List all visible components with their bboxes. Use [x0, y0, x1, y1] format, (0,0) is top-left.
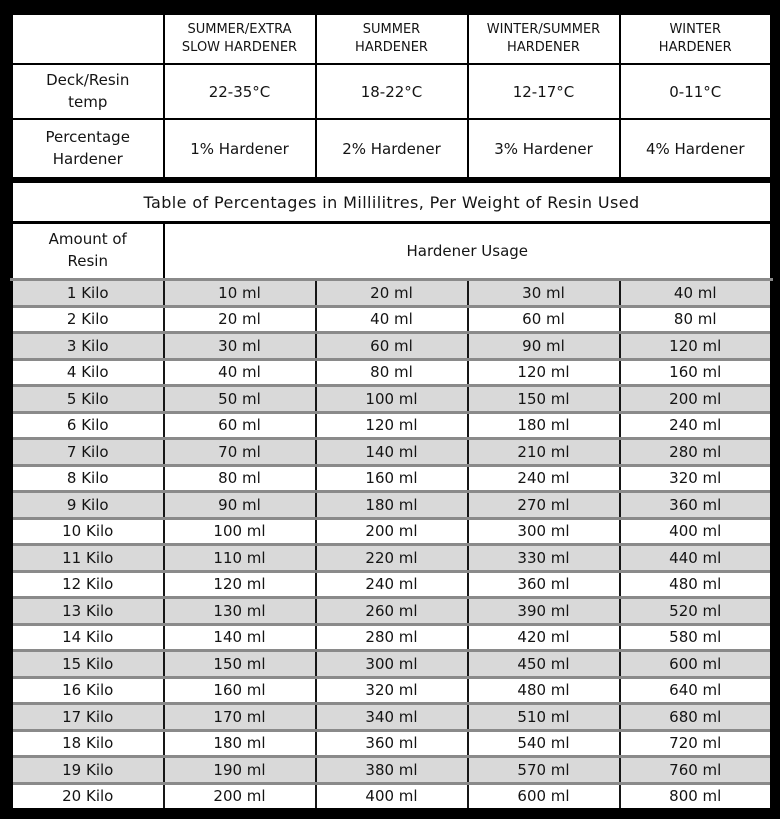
table-row	[12, 359, 772, 386]
usage-cell: 680 ml	[620, 704, 772, 731]
amount-cell: 3 Kilo	[12, 333, 164, 360]
hardener-table	[10, 12, 773, 811]
usage-cell: 570 ml	[468, 757, 620, 784]
usage-cell: 150 ml	[164, 651, 316, 678]
percentage-cell: 3% Hardener	[468, 119, 620, 180]
usage-cell: 70 ml	[164, 439, 316, 466]
usage-cell: 200 ml	[316, 518, 468, 545]
table-row	[12, 651, 772, 678]
amount-cell: 16 Kilo	[12, 677, 164, 704]
usage-cell: 720 ml	[620, 730, 772, 757]
usage-cell: 760 ml	[620, 757, 772, 784]
usage-cell: 180 ml	[164, 730, 316, 757]
usage-cell: 210 ml	[468, 439, 620, 466]
usage-cell: 200 ml	[164, 783, 316, 810]
amount-cell: 7 Kilo	[12, 439, 164, 466]
usage-cell: 110 ml	[164, 545, 316, 572]
caption-row	[12, 180, 772, 223]
temp-cell: 18-22°C	[316, 64, 468, 119]
usage-cell: 480 ml	[620, 571, 772, 598]
hardener-chart	[10, 12, 770, 811]
usage-cell: 510 ml	[468, 704, 620, 731]
usage-cell: 60 ml	[164, 412, 316, 439]
usage-cell: 120 ml	[164, 571, 316, 598]
col-header-label: WINTER/SUMMER HARDENER	[486, 21, 601, 55]
usage-cell: 140 ml	[164, 624, 316, 651]
usage-cell: 580 ml	[620, 624, 772, 651]
table-row	[12, 492, 772, 519]
table-row	[12, 571, 772, 598]
usage-cell: 330 ml	[468, 545, 620, 572]
table-row	[12, 412, 772, 439]
usage-cell: 300 ml	[468, 518, 620, 545]
amount-cell: 17 Kilo	[12, 704, 164, 731]
usage-cell: 240 ml	[468, 465, 620, 492]
percentage-cell: 4% Hardener	[620, 119, 772, 180]
table-row	[12, 783, 772, 810]
col-header-label: WINTER HARDENER	[658, 21, 732, 55]
col-header-label: SUMMER/EXTRA SLOW HARDENER	[181, 21, 298, 55]
usage-cell: 270 ml	[468, 492, 620, 519]
usage-cell: 160 ml	[164, 677, 316, 704]
table-row	[12, 598, 772, 625]
usage-cell: 160 ml	[316, 465, 468, 492]
usage-cell: 100 ml	[316, 386, 468, 413]
col-header-summer-extra-slow	[164, 14, 316, 65]
usage-cell: 180 ml	[316, 492, 468, 519]
usage-cell: 380 ml	[316, 757, 468, 784]
usage-cell: 400 ml	[316, 783, 468, 810]
usage-cell: 400 ml	[620, 518, 772, 545]
table-row	[12, 704, 772, 731]
column-header-row	[12, 14, 772, 65]
table-row	[12, 439, 772, 466]
usage-cell: 520 ml	[620, 598, 772, 625]
usage-rows	[12, 280, 772, 810]
usage-cell: 600 ml	[620, 651, 772, 678]
amount-cell: 14 Kilo	[12, 624, 164, 651]
usage-cell: 90 ml	[468, 333, 620, 360]
usage-cell: 150 ml	[468, 386, 620, 413]
amount-cell: 9 Kilo	[12, 492, 164, 519]
amount-cell: 19 Kilo	[12, 757, 164, 784]
usage-cell: 600 ml	[468, 783, 620, 810]
usage-cell: 190 ml	[164, 757, 316, 784]
table-row	[12, 386, 772, 413]
usage-cell: 540 ml	[468, 730, 620, 757]
percentage-row-label	[12, 119, 164, 180]
usage-cell: 60 ml	[316, 333, 468, 360]
usage-cell: 140 ml	[316, 439, 468, 466]
usage-cell: 20 ml	[316, 280, 468, 307]
usage-cell: 180 ml	[468, 412, 620, 439]
usage-cell: 640 ml	[620, 677, 772, 704]
usage-cell: 450 ml	[468, 651, 620, 678]
amount-of-resin-header	[12, 223, 164, 280]
amount-cell: 11 Kilo	[12, 545, 164, 572]
amount-cell: 10 Kilo	[12, 518, 164, 545]
usage-cell: 220 ml	[316, 545, 468, 572]
usage-cell: 340 ml	[316, 704, 468, 731]
col-header-winter-summer	[468, 14, 620, 65]
usage-cell: 40 ml	[164, 359, 316, 386]
amount-cell: 20 Kilo	[12, 783, 164, 810]
amount-of-resin-header-text: Amount of Resin	[48, 230, 127, 270]
usage-cell: 240 ml	[620, 412, 772, 439]
usage-cell: 420 ml	[468, 624, 620, 651]
table-row	[12, 624, 772, 651]
temp-cell: 12-17°C	[468, 64, 620, 119]
usage-cell: 800 ml	[620, 783, 772, 810]
usage-cell: 120 ml	[316, 412, 468, 439]
table-row	[12, 757, 772, 784]
usage-cell: 60 ml	[468, 306, 620, 333]
percentage-cell: 2% Hardener	[316, 119, 468, 180]
usage-cell: 170 ml	[164, 704, 316, 731]
usage-cell: 30 ml	[164, 333, 316, 360]
usage-cell: 100 ml	[164, 518, 316, 545]
amount-cell: 18 Kilo	[12, 730, 164, 757]
hardener-usage-header: Hardener Usage	[164, 223, 772, 280]
usage-cell: 80 ml	[620, 306, 772, 333]
usage-cell: 120 ml	[620, 333, 772, 360]
percentage-row	[12, 119, 772, 180]
usage-cell: 300 ml	[316, 651, 468, 678]
amount-cell: 1 Kilo	[12, 280, 164, 307]
temp-cell: 22-35°C	[164, 64, 316, 119]
table-row	[12, 465, 772, 492]
temp-cell: 0-11°C	[620, 64, 772, 119]
corner-cell	[12, 14, 164, 65]
table-row	[12, 677, 772, 704]
col-header-winter	[620, 14, 772, 65]
amount-cell: 8 Kilo	[12, 465, 164, 492]
usage-cell: 480 ml	[468, 677, 620, 704]
usage-cell: 40 ml	[620, 280, 772, 307]
usage-cell: 10 ml	[164, 280, 316, 307]
table-row	[12, 545, 772, 572]
usage-header-row	[12, 223, 772, 280]
table-row	[12, 306, 772, 333]
usage-cell: 240 ml	[316, 571, 468, 598]
percentage-cell: 1% Hardener	[164, 119, 316, 180]
usage-cell: 440 ml	[620, 545, 772, 572]
temp-row-label-text: Deck/Resin temp	[46, 70, 130, 111]
usage-cell: 320 ml	[620, 465, 772, 492]
usage-cell: 280 ml	[316, 624, 468, 651]
usage-cell: 40 ml	[316, 306, 468, 333]
usage-cell: 360 ml	[620, 492, 772, 519]
usage-cell: 80 ml	[316, 359, 468, 386]
usage-cell: 160 ml	[620, 359, 772, 386]
amount-cell: 13 Kilo	[12, 598, 164, 625]
usage-cell: 80 ml	[164, 465, 316, 492]
amount-cell: 2 Kilo	[12, 306, 164, 333]
usage-cell: 30 ml	[468, 280, 620, 307]
usage-cell: 120 ml	[468, 359, 620, 386]
usage-cell: 280 ml	[620, 439, 772, 466]
usage-cell: 90 ml	[164, 492, 316, 519]
amount-cell: 6 Kilo	[12, 412, 164, 439]
table-row	[12, 333, 772, 360]
table-row	[12, 280, 772, 307]
usage-cell: 50 ml	[164, 386, 316, 413]
col-header-summer	[316, 14, 468, 65]
usage-cell: 320 ml	[316, 677, 468, 704]
col-header-label: SUMMER HARDENER	[355, 21, 428, 55]
amount-cell: 5 Kilo	[12, 386, 164, 413]
usage-cell: 200 ml	[620, 386, 772, 413]
table-caption: Table of Percentages in Millilitres, Per Weight of Resin Used	[12, 180, 772, 223]
percentage-row-label-text: Percentage Hardener	[45, 127, 130, 168]
amount-cell: 4 Kilo	[12, 359, 164, 386]
usage-cell: 260 ml	[316, 598, 468, 625]
table-row	[12, 730, 772, 757]
temp-row	[12, 64, 772, 119]
usage-cell: 20 ml	[164, 306, 316, 333]
amount-cell: 15 Kilo	[12, 651, 164, 678]
amount-cell: 12 Kilo	[12, 571, 164, 598]
usage-cell: 360 ml	[468, 571, 620, 598]
temp-row-label	[12, 64, 164, 119]
usage-cell: 390 ml	[468, 598, 620, 625]
usage-cell: 130 ml	[164, 598, 316, 625]
table-row	[12, 518, 772, 545]
usage-cell: 360 ml	[316, 730, 468, 757]
